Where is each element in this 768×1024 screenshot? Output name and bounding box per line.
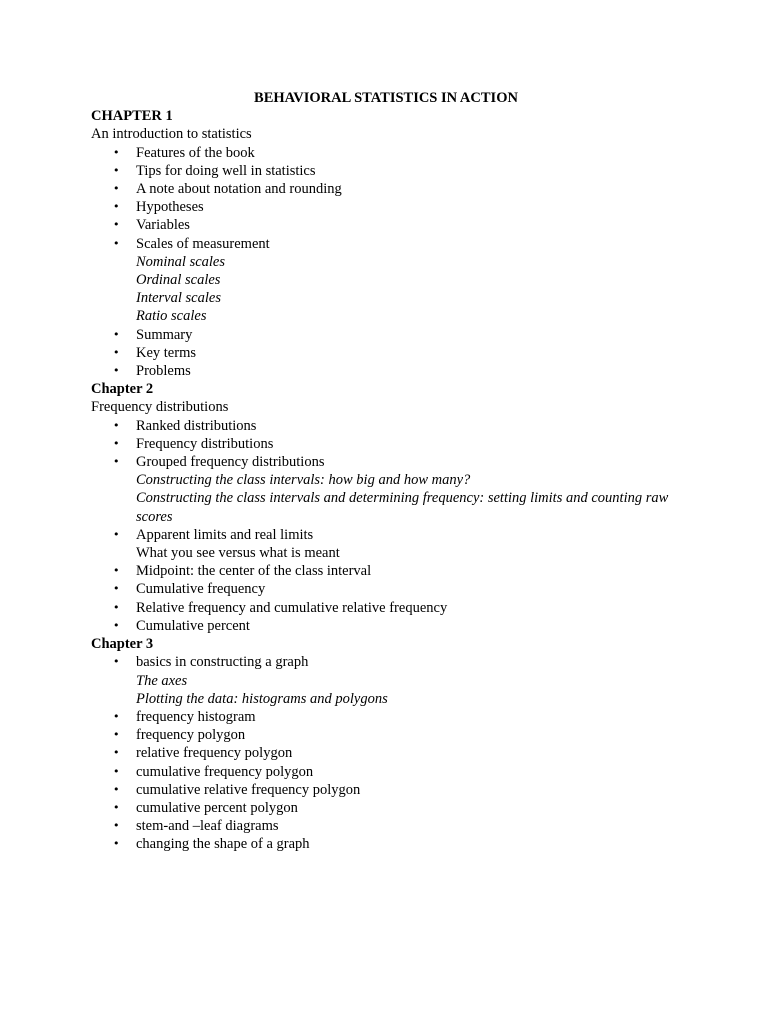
topic-item: • basics in constructing a graph: [91, 653, 681, 671]
subtopic-item: Ordinal scales: [136, 272, 221, 289]
topic-list: [91, 144, 681, 381]
subtopic-item: Constructing the class intervals and determining frequency: setting limits and counting raw scores: [136, 490, 669, 525]
topic-list: [91, 417, 681, 635]
topic-item: • Apparent limits and real limits: [91, 526, 681, 544]
topic-item: • frequency histogram: [91, 708, 681, 726]
topic-item: • Key terms: [91, 344, 681, 362]
topic-item: • Cumulative percent: [91, 617, 681, 635]
topic-item: • cumulative relative frequency polygon: [91, 781, 681, 799]
topic-item: • Features of the book: [91, 144, 681, 162]
document-body: [91, 89, 681, 854]
topic-item: • relative frequency polygon: [91, 744, 681, 762]
topic-item: • Frequency distributions: [91, 435, 681, 453]
chapter-heading: Chapter 2: [91, 381, 154, 398]
topic-item: • stem-and –leaf diagrams: [91, 817, 681, 835]
chapter-heading: Chapter 3: [91, 636, 154, 653]
subtopic-item: The axes: [136, 672, 188, 689]
topic-item: • Hypotheses: [91, 198, 681, 216]
topic-item: • Problems: [91, 362, 681, 380]
topic-list: [91, 653, 681, 853]
topic-item: • frequency polygon: [91, 726, 681, 744]
topic-item: • cumulative frequency polygon: [91, 763, 681, 781]
topic-item: • Cumulative frequency: [91, 580, 681, 598]
topic-item: • Summary: [91, 326, 681, 344]
topic-item: • Relative frequency and cumulative relative frequency: [91, 599, 681, 617]
topic-item: • A note about notation and rounding: [91, 180, 681, 198]
subtopic-item: Interval scales: [136, 290, 221, 307]
topic-item: • Grouped frequency distributions: [91, 453, 681, 471]
topic-item: • Ranked distributions: [91, 417, 681, 435]
chapter-subtitle: Frequency distributions: [91, 399, 229, 416]
chapters-list: [91, 107, 681, 853]
chapter-section: [91, 380, 681, 635]
topic-item: • Tips for doing well in statistics: [91, 162, 681, 180]
subtopic-item: Constructing the class intervals: how big and how many?: [136, 472, 471, 489]
chapter-section: [91, 635, 681, 853]
subtopic-item: Nominal scales: [136, 253, 226, 270]
chapter-subtitle: An introduction to statistics: [91, 126, 252, 143]
document-title: BEHAVIORAL STATISTICS IN ACTION: [254, 90, 518, 106]
topic-item: • changing the shape of a graph: [91, 835, 681, 853]
topic-item: • Scales of measurement: [91, 235, 681, 253]
subtopic-item: Plotting the data: histograms and polygons: [136, 690, 388, 707]
topic-item: • cumulative percent polygon: [91, 799, 681, 817]
topic-item: • Variables: [91, 216, 681, 234]
topic-item: • Midpoint: the center of the class interval: [91, 562, 681, 580]
chapter-heading: CHAPTER 1: [91, 108, 173, 125]
subtopic-item: Ratio scales: [136, 308, 207, 325]
subtopic-item: What you see versus what is meant: [136, 545, 340, 562]
chapter-section: [91, 107, 681, 380]
